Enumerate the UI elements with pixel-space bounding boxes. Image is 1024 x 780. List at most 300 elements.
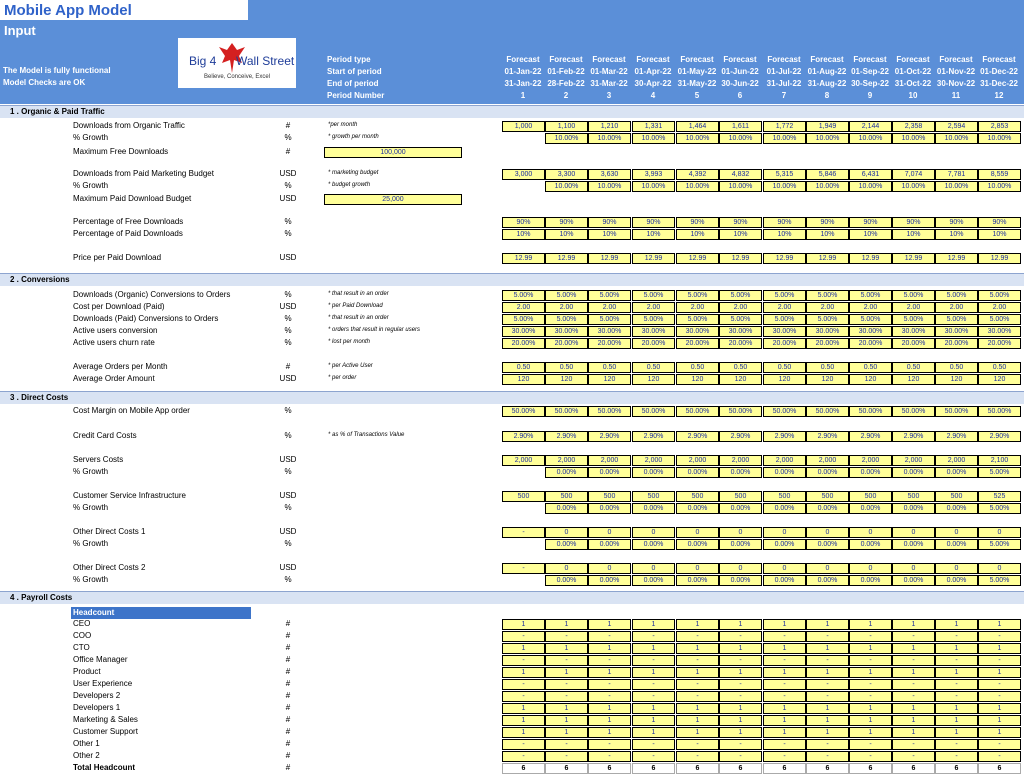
input-cell[interactable]: 120 (545, 374, 588, 385)
input-cell[interactable]: 7,781 (935, 169, 978, 180)
input-cell[interactable]: - (545, 679, 588, 690)
input-cell[interactable]: 10% (588, 229, 631, 240)
input-cell[interactable]: 8,559 (978, 169, 1021, 180)
input-cell[interactable]: - (892, 655, 935, 666)
input-cell[interactable]: 120 (978, 374, 1021, 385)
input-cell[interactable]: 1 (545, 619, 588, 630)
input-cell[interactable]: 10.00% (588, 181, 631, 192)
input-cell[interactable]: 0 (892, 527, 935, 538)
input-cell[interactable]: 10% (502, 229, 545, 240)
input-cell[interactable]: 0.00% (632, 503, 675, 514)
input-cell[interactable]: 6 (588, 763, 631, 774)
input-cell[interactable]: - (935, 655, 978, 666)
input-cell[interactable]: 30.00% (588, 326, 631, 337)
input-cell[interactable]: 1 (806, 643, 849, 654)
input-cell[interactable]: 10% (978, 229, 1021, 240)
input-cell[interactable]: 5.00% (545, 314, 588, 325)
input-cell[interactable]: 0.00% (892, 575, 935, 586)
input-cell[interactable]: 2.00 (978, 302, 1021, 313)
input-cell[interactable]: 5.00% (588, 290, 631, 301)
input-cell[interactable]: - (676, 739, 719, 750)
input-cell[interactable]: - (545, 751, 588, 762)
input-cell[interactable]: 6 (502, 763, 545, 774)
input-cell[interactable]: 20.00% (545, 338, 588, 349)
input-cell[interactable]: 6 (545, 763, 588, 774)
input-cell[interactable]: - (502, 655, 545, 666)
input-cell[interactable]: 90% (849, 217, 892, 228)
input-cell[interactable]: 5.00% (632, 314, 675, 325)
input-cell[interactable]: 20.00% (806, 338, 849, 349)
input-cell[interactable]: 0.50 (806, 362, 849, 373)
input-cell[interactable]: 2.90% (632, 431, 675, 442)
input-cell[interactable]: 1 (502, 619, 545, 630)
input-cell[interactable]: 120 (719, 374, 762, 385)
input-cell[interactable]: 0 (978, 527, 1021, 538)
input-cell[interactable]: 2.90% (978, 431, 1021, 442)
input-cell[interactable]: 0 (719, 563, 762, 574)
input-cell[interactable]: 50.00% (806, 406, 849, 417)
input-cell[interactable]: 0.00% (719, 539, 762, 550)
input-cell[interactable]: 2.90% (763, 431, 806, 442)
input-cell[interactable]: 500 (806, 491, 849, 502)
input-cell[interactable]: 120 (502, 374, 545, 385)
input-cell[interactable]: 5.00% (763, 290, 806, 301)
input-cell[interactable]: 1 (676, 715, 719, 726)
input-cell[interactable]: 1 (763, 643, 806, 654)
input-cell[interactable]: 10% (545, 229, 588, 240)
input-cell[interactable]: 90% (935, 217, 978, 228)
input-cell[interactable]: 5.00% (978, 467, 1021, 478)
input-cell[interactable]: 0.50 (588, 362, 631, 373)
input-cell[interactable]: 0.00% (892, 503, 935, 514)
input-cell[interactable]: - (502, 679, 545, 690)
input-cell[interactable]: 12.99 (806, 253, 849, 264)
input-cell[interactable]: 1 (892, 727, 935, 738)
input-cell[interactable]: 10.00% (849, 181, 892, 192)
input-cell[interactable]: 1 (676, 643, 719, 654)
input-cell[interactable]: 2.90% (935, 431, 978, 442)
max-free-downloads-input[interactable]: 100,000 (324, 147, 462, 158)
input-cell[interactable]: 1 (892, 667, 935, 678)
input-cell[interactable]: 1 (588, 703, 631, 714)
input-cell[interactable]: 5.00% (978, 503, 1021, 514)
input-cell[interactable]: 10.00% (935, 133, 978, 144)
input-cell[interactable]: 1 (849, 703, 892, 714)
input-cell[interactable]: 2.00 (806, 302, 849, 313)
input-cell[interactable]: 1,210 (588, 121, 631, 132)
input-cell[interactable]: - (892, 751, 935, 762)
input-cell[interactable]: 10.00% (545, 133, 588, 144)
input-cell[interactable]: - (502, 751, 545, 762)
input-cell[interactable]: 120 (849, 374, 892, 385)
input-cell[interactable]: 10.00% (849, 133, 892, 144)
input-cell[interactable]: 500 (502, 491, 545, 502)
input-cell[interactable]: 30.00% (719, 326, 762, 337)
input-cell[interactable]: 1 (545, 715, 588, 726)
input-cell[interactable]: 1 (502, 727, 545, 738)
input-cell[interactable]: 0.00% (632, 539, 675, 550)
input-cell[interactable]: 1 (892, 643, 935, 654)
input-cell[interactable]: 2.90% (588, 431, 631, 442)
input-cell[interactable]: - (676, 751, 719, 762)
input-cell[interactable]: 0.50 (545, 362, 588, 373)
input-cell[interactable]: 1 (978, 667, 1021, 678)
input-cell[interactable]: - (588, 679, 631, 690)
input-cell[interactable]: 90% (676, 217, 719, 228)
input-cell[interactable]: - (806, 751, 849, 762)
input-cell[interactable]: 500 (632, 491, 675, 502)
input-cell[interactable]: 5.00% (502, 290, 545, 301)
input-cell[interactable]: 0.50 (978, 362, 1021, 373)
input-cell[interactable]: 10.00% (806, 181, 849, 192)
input-cell[interactable]: 2.90% (676, 431, 719, 442)
input-cell[interactable]: 12.99 (935, 253, 978, 264)
input-cell[interactable]: 10.00% (806, 133, 849, 144)
input-cell[interactable]: 2.00 (588, 302, 631, 313)
input-cell[interactable]: 7,074 (892, 169, 935, 180)
input-cell[interactable]: - (892, 739, 935, 750)
input-cell[interactable]: 0.00% (588, 467, 631, 478)
input-cell[interactable]: 1 (806, 667, 849, 678)
input-cell[interactable]: - (719, 631, 762, 642)
input-cell[interactable]: 1,772 (763, 121, 806, 132)
input-cell[interactable]: 2.90% (545, 431, 588, 442)
input-cell[interactable]: 10% (676, 229, 719, 240)
input-cell[interactable]: 1 (545, 703, 588, 714)
input-cell[interactable]: 10.00% (763, 181, 806, 192)
input-cell[interactable]: 500 (588, 491, 631, 502)
input-cell[interactable]: 90% (978, 217, 1021, 228)
input-cell[interactable]: 6 (632, 763, 675, 774)
input-cell[interactable]: 1 (806, 619, 849, 630)
input-cell[interactable]: 0 (806, 527, 849, 538)
input-cell[interactable]: 120 (892, 374, 935, 385)
input-cell[interactable]: 0.00% (892, 467, 935, 478)
input-cell[interactable]: - (978, 631, 1021, 642)
input-cell[interactable]: 10.00% (892, 133, 935, 144)
input-cell[interactable]: 30.00% (849, 326, 892, 337)
input-cell[interactable]: 5.00% (935, 290, 978, 301)
input-cell[interactable]: - (978, 751, 1021, 762)
input-cell[interactable]: 1 (806, 727, 849, 738)
input-cell[interactable]: 525 (978, 491, 1021, 502)
input-cell[interactable]: - (806, 679, 849, 690)
input-cell[interactable]: - (632, 631, 675, 642)
input-cell[interactable]: 0.00% (545, 503, 588, 514)
input-cell[interactable]: - (849, 691, 892, 702)
input-cell[interactable]: 90% (763, 217, 806, 228)
input-cell[interactable]: - (978, 691, 1021, 702)
input-cell[interactable]: 12.99 (763, 253, 806, 264)
input-cell[interactable]: - (676, 691, 719, 702)
input-cell[interactable]: 20.00% (763, 338, 806, 349)
input-cell[interactable]: - (806, 631, 849, 642)
input-cell[interactable]: 5.00% (849, 314, 892, 325)
input-cell[interactable]: - (588, 655, 631, 666)
input-cell[interactable]: 0.00% (935, 539, 978, 550)
input-cell[interactable]: 0.00% (892, 539, 935, 550)
input-cell[interactable]: 0 (632, 563, 675, 574)
input-cell[interactable]: - (763, 751, 806, 762)
input-cell[interactable]: 0.00% (763, 575, 806, 586)
input-cell[interactable]: 2,000 (502, 455, 545, 466)
input-cell[interactable]: 1 (849, 619, 892, 630)
input-cell[interactable]: 2,000 (719, 455, 762, 466)
input-cell[interactable]: 1 (978, 643, 1021, 654)
input-cell[interactable]: 1 (545, 727, 588, 738)
input-cell[interactable]: 30.00% (763, 326, 806, 337)
input-cell[interactable]: 5.00% (849, 290, 892, 301)
input-cell[interactable]: 120 (763, 374, 806, 385)
input-cell[interactable]: 30.00% (935, 326, 978, 337)
input-cell[interactable]: 20.00% (978, 338, 1021, 349)
input-cell[interactable]: 0 (588, 527, 631, 538)
input-cell[interactable]: 2.90% (806, 431, 849, 442)
input-cell[interactable]: - (849, 751, 892, 762)
input-cell[interactable]: 0 (676, 527, 719, 538)
input-cell[interactable]: - (588, 631, 631, 642)
input-cell[interactable]: 12.99 (632, 253, 675, 264)
input-cell[interactable]: 1 (632, 619, 675, 630)
input-cell[interactable]: 2,853 (978, 121, 1021, 132)
input-cell[interactable]: 2.90% (892, 431, 935, 442)
input-cell[interactable]: 0.00% (632, 467, 675, 478)
input-cell[interactable]: - (632, 655, 675, 666)
input-cell[interactable]: 10% (806, 229, 849, 240)
input-cell[interactable]: 2.90% (849, 431, 892, 442)
input-cell[interactable]: 1 (588, 619, 631, 630)
input-cell[interactable]: 120 (806, 374, 849, 385)
input-cell[interactable]: - (719, 751, 762, 762)
input-cell[interactable]: - (502, 563, 545, 574)
input-cell[interactable]: 10% (892, 229, 935, 240)
input-cell[interactable]: 0.00% (849, 539, 892, 550)
input-cell[interactable]: 2,000 (763, 455, 806, 466)
input-cell[interactable]: - (806, 739, 849, 750)
input-cell[interactable]: 1 (502, 667, 545, 678)
input-cell[interactable]: 2,000 (588, 455, 631, 466)
input-cell[interactable]: 0 (588, 563, 631, 574)
input-cell[interactable]: 0 (632, 527, 675, 538)
input-cell[interactable]: 0.00% (935, 503, 978, 514)
input-cell[interactable]: 0.00% (588, 539, 631, 550)
input-cell[interactable]: 0.50 (763, 362, 806, 373)
input-cell[interactable]: 5.00% (632, 290, 675, 301)
input-cell[interactable]: 2.00 (763, 302, 806, 313)
input-cell[interactable]: 0 (806, 563, 849, 574)
input-cell[interactable]: 20.00% (849, 338, 892, 349)
input-cell[interactable]: 0 (545, 563, 588, 574)
input-cell[interactable]: 0.00% (935, 575, 978, 586)
input-cell[interactable]: 4,392 (676, 169, 719, 180)
input-cell[interactable]: 1 (892, 715, 935, 726)
input-cell[interactable]: 90% (892, 217, 935, 228)
input-cell[interactable]: 10.00% (978, 181, 1021, 192)
input-cell[interactable]: 10.00% (632, 181, 675, 192)
max-paid-budget-input[interactable]: 25,000 (324, 194, 462, 205)
input-cell[interactable]: 10.00% (676, 181, 719, 192)
input-cell[interactable]: - (806, 691, 849, 702)
input-cell[interactable]: 0.00% (719, 503, 762, 514)
input-cell[interactable]: 6 (719, 763, 762, 774)
input-cell[interactable]: 2.90% (502, 431, 545, 442)
input-cell[interactable]: 12.99 (502, 253, 545, 264)
input-cell[interactable]: - (935, 691, 978, 702)
input-cell[interactable]: 0.50 (849, 362, 892, 373)
input-cell[interactable]: 5.00% (935, 314, 978, 325)
input-cell[interactable]: 5,315 (763, 169, 806, 180)
input-cell[interactable]: 1 (502, 643, 545, 654)
input-cell[interactable]: 2,000 (849, 455, 892, 466)
input-cell[interactable]: 5.00% (806, 314, 849, 325)
input-cell[interactable]: 1 (935, 727, 978, 738)
input-cell[interactable]: 2.00 (676, 302, 719, 313)
input-cell[interactable]: - (676, 655, 719, 666)
input-cell[interactable]: 0.00% (676, 539, 719, 550)
input-cell[interactable]: 0.00% (935, 467, 978, 478)
input-cell[interactable]: 0.00% (676, 575, 719, 586)
input-cell[interactable]: 1 (978, 727, 1021, 738)
input-cell[interactable]: 12.99 (545, 253, 588, 264)
input-cell[interactable]: 50.00% (545, 406, 588, 417)
input-cell[interactable]: 0.00% (806, 539, 849, 550)
input-cell[interactable]: 1 (763, 619, 806, 630)
input-cell[interactable]: 6 (849, 763, 892, 774)
input-cell[interactable]: 2,100 (978, 455, 1021, 466)
input-cell[interactable]: 5.00% (892, 314, 935, 325)
input-cell[interactable]: 1 (892, 619, 935, 630)
input-cell[interactable]: 0 (849, 527, 892, 538)
input-cell[interactable]: 5.00% (806, 290, 849, 301)
input-cell[interactable]: 0.00% (849, 467, 892, 478)
input-cell[interactable]: 12.99 (588, 253, 631, 264)
input-cell[interactable]: - (545, 631, 588, 642)
input-cell[interactable]: 0 (892, 563, 935, 574)
input-cell[interactable]: - (978, 655, 1021, 666)
input-cell[interactable]: 1 (676, 619, 719, 630)
input-cell[interactable]: 12.99 (676, 253, 719, 264)
input-cell[interactable]: 1 (935, 643, 978, 654)
input-cell[interactable]: 1 (719, 727, 762, 738)
input-cell[interactable]: 2,358 (892, 121, 935, 132)
input-cell[interactable]: 5.00% (676, 290, 719, 301)
input-cell[interactable]: 1 (676, 703, 719, 714)
input-cell[interactable]: - (849, 739, 892, 750)
input-cell[interactable]: 10.00% (935, 181, 978, 192)
input-cell[interactable]: - (588, 739, 631, 750)
input-cell[interactable]: 50.00% (502, 406, 545, 417)
input-cell[interactable]: 20.00% (632, 338, 675, 349)
input-cell[interactable]: 2.00 (719, 302, 762, 313)
input-cell[interactable]: - (632, 691, 675, 702)
input-cell[interactable]: 1 (545, 643, 588, 654)
input-cell[interactable]: - (978, 679, 1021, 690)
input-cell[interactable]: 30.00% (632, 326, 675, 337)
input-cell[interactable]: 2.00 (545, 302, 588, 313)
input-cell[interactable]: 6 (892, 763, 935, 774)
input-cell[interactable]: - (849, 655, 892, 666)
input-cell[interactable]: - (545, 655, 588, 666)
input-cell[interactable]: 0.00% (849, 575, 892, 586)
input-cell[interactable]: 0.00% (676, 503, 719, 514)
input-cell[interactable]: 0.50 (502, 362, 545, 373)
input-cell[interactable]: 0 (763, 563, 806, 574)
input-cell[interactable]: 1 (763, 703, 806, 714)
input-cell[interactable]: - (502, 527, 545, 538)
input-cell[interactable]: 120 (632, 374, 675, 385)
input-cell[interactable]: - (545, 739, 588, 750)
input-cell[interactable]: 3,300 (545, 169, 588, 180)
input-cell[interactable]: 1,100 (545, 121, 588, 132)
input-cell[interactable]: 2.90% (719, 431, 762, 442)
input-cell[interactable]: 10.00% (763, 133, 806, 144)
input-cell[interactable]: - (719, 679, 762, 690)
input-cell[interactable]: 1 (719, 667, 762, 678)
input-cell[interactable]: - (849, 679, 892, 690)
input-cell[interactable]: 0 (978, 563, 1021, 574)
input-cell[interactable]: 5.00% (978, 314, 1021, 325)
input-cell[interactable]: 10.00% (676, 133, 719, 144)
input-cell[interactable]: 1 (978, 703, 1021, 714)
input-cell[interactable]: 5.00% (588, 314, 631, 325)
input-cell[interactable]: 0.00% (545, 575, 588, 586)
input-cell[interactable]: 10% (763, 229, 806, 240)
input-cell[interactable]: 1 (676, 727, 719, 738)
input-cell[interactable]: 1 (849, 667, 892, 678)
input-cell[interactable]: 50.00% (849, 406, 892, 417)
input-cell[interactable]: 10% (719, 229, 762, 240)
input-cell[interactable]: - (892, 679, 935, 690)
input-cell[interactable]: 3,993 (632, 169, 675, 180)
input-cell[interactable]: 30.00% (545, 326, 588, 337)
input-cell[interactable]: 6 (676, 763, 719, 774)
input-cell[interactable]: 90% (806, 217, 849, 228)
input-cell[interactable]: 5.00% (763, 314, 806, 325)
input-cell[interactable]: - (892, 691, 935, 702)
input-cell[interactable]: 0.00% (719, 467, 762, 478)
input-cell[interactable]: 0.00% (676, 467, 719, 478)
input-cell[interactable]: 50.00% (763, 406, 806, 417)
input-cell[interactable]: 50.00% (935, 406, 978, 417)
input-cell[interactable]: 6,431 (849, 169, 892, 180)
input-cell[interactable]: - (763, 655, 806, 666)
input-cell[interactable]: 500 (719, 491, 762, 502)
input-cell[interactable]: 0.00% (763, 539, 806, 550)
input-cell[interactable]: 1 (632, 703, 675, 714)
input-cell[interactable]: - (588, 751, 631, 762)
input-cell[interactable]: 5.00% (545, 290, 588, 301)
input-cell[interactable]: 500 (892, 491, 935, 502)
input-cell[interactable]: 1 (978, 715, 1021, 726)
input-cell[interactable]: 0.00% (806, 575, 849, 586)
input-cell[interactable]: 30.00% (676, 326, 719, 337)
input-cell[interactable]: 30.00% (978, 326, 1021, 337)
input-cell[interactable]: 50.00% (892, 406, 935, 417)
input-cell[interactable]: 1 (935, 667, 978, 678)
input-cell[interactable]: 0.00% (545, 467, 588, 478)
input-cell[interactable]: 0 (763, 527, 806, 538)
input-cell[interactable]: 20.00% (502, 338, 545, 349)
input-cell[interactable]: 1 (719, 715, 762, 726)
input-cell[interactable]: 1 (763, 667, 806, 678)
input-cell[interactable]: 0.50 (676, 362, 719, 373)
input-cell[interactable]: 2,000 (676, 455, 719, 466)
input-cell[interactable]: - (763, 679, 806, 690)
input-cell[interactable]: 2.00 (502, 302, 545, 313)
input-cell[interactable]: 5.00% (892, 290, 935, 301)
input-cell[interactable]: 1 (763, 715, 806, 726)
input-cell[interactable]: - (935, 751, 978, 762)
